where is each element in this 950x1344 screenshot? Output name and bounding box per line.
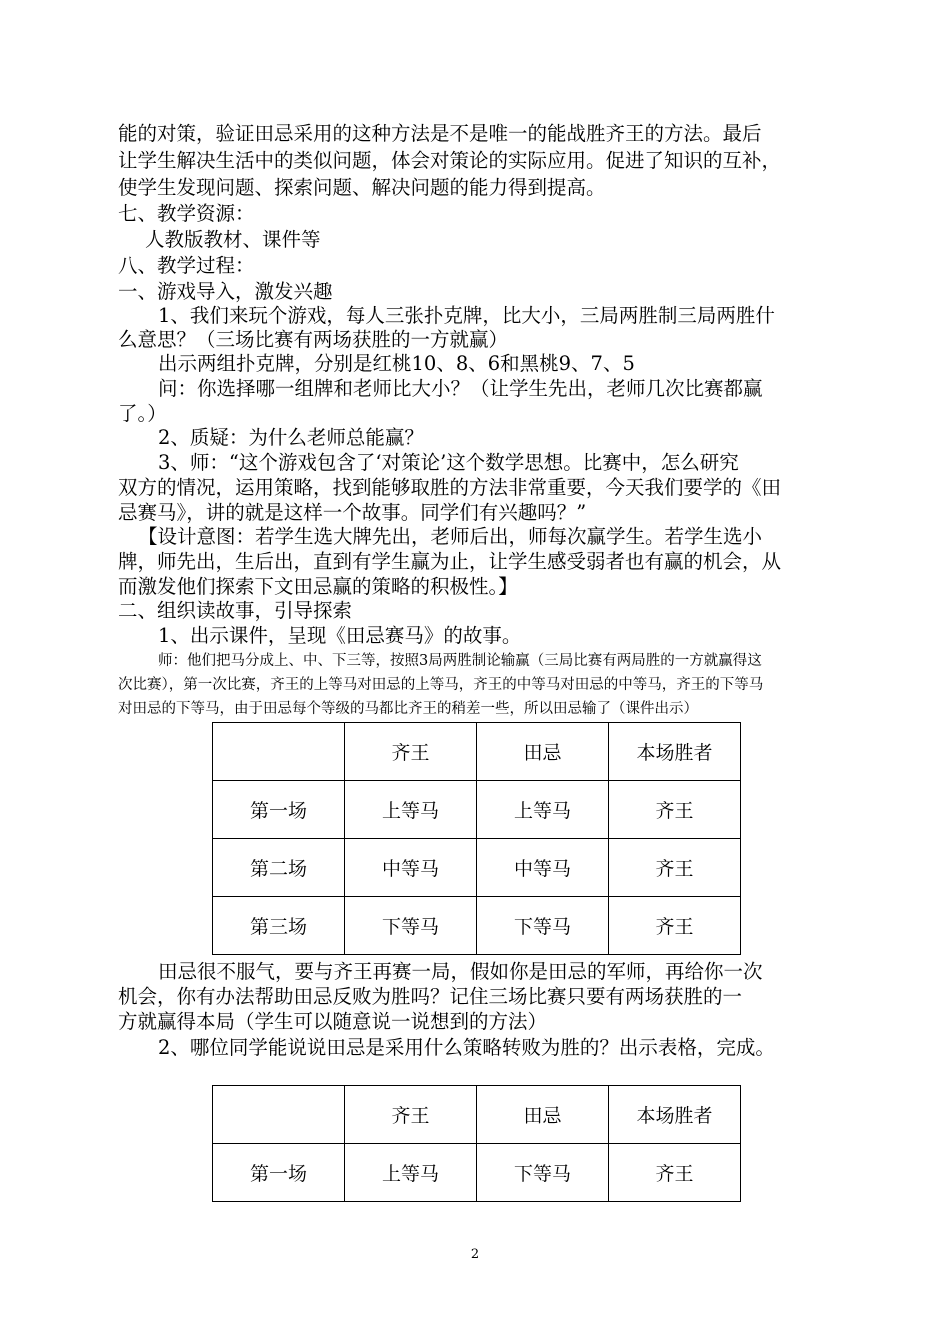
section-heading: 八、教学过程： <box>118 254 255 277</box>
table-cell: 齐王 <box>345 1086 477 1144</box>
table-cell: 下等马 <box>477 1144 609 1202</box>
paragraph-line: 3、师：“这个游戏包含了‘对策论’这个数学思想。比赛中，怎么研究 <box>158 451 739 474</box>
paragraph-line: 2、哪位同学能说说田忌是采用什么策略转败为胜的？出示表格，完成。 <box>158 1036 775 1059</box>
table-cell: 第二场 <box>213 839 345 897</box>
table-row <box>213 839 741 897</box>
table-cell: 齐王 <box>345 723 477 781</box>
design-intent-line: 牌，师先出，生后出，直到有学生赢为止，让学生感受弱者也有赢的机会，从 <box>118 550 782 573</box>
table-cell: 中等马 <box>477 839 609 897</box>
paragraph-line: 让学生解决生活中的类似问题，体会对策论的实际应用。促进了知识的互补， <box>118 149 782 172</box>
table-cell: 齐王 <box>609 897 741 955</box>
paragraph-line: 忌赛马》，讲的就是这样一个故事。同学们有兴趣吗？” <box>118 501 587 524</box>
table-cell: 下等马 <box>345 897 477 955</box>
paragraph-line: 2、质疑：为什么老师总能赢？ <box>158 426 424 449</box>
paragraph-line: 人教版教材、课件等 <box>145 228 321 251</box>
paragraph-line: 1、出示课件，呈现《田忌赛马》的故事。 <box>158 624 522 647</box>
table-cell: 本场胜者 <box>609 723 741 781</box>
section-heading: 一、游戏导入，激发兴趣 <box>118 280 333 303</box>
paragraph-line: 田忌很不服气，要与齐王再赛一局，假如你是田忌的军师，再给你一次 <box>158 960 763 983</box>
table-cell: 第一场 <box>213 781 345 839</box>
narration-line: 对田忌的下等马，由于田忌每个等级的马都比齐王的稍差一些，所以田忌输了（课件出示） <box>118 701 698 717</box>
narration-line: 次比赛），第一次比赛，齐王的上等马对田忌的上等马，齐王的中等马对田忌的中等马，齐王的下等马 <box>118 677 764 693</box>
narration-line: 师：他们把马分成上、中、下三等，按照3局两胜制论输赢（三局比赛有两局胜的一方就赢得这 <box>158 653 762 669</box>
page-number: 2 <box>470 1247 480 1262</box>
paragraph-line: 能的对策，验证田忌采用的这种方法是不是唯一的能战胜齐王的方法。最后 <box>118 122 762 145</box>
table-cell: 下等马 <box>477 897 609 955</box>
table-cell: 田忌 <box>477 723 609 781</box>
table-cell <box>213 1086 345 1144</box>
table-header-row <box>213 723 741 781</box>
table-cell: 中等马 <box>345 839 477 897</box>
table-cell <box>213 723 345 781</box>
design-intent-line: 【设计意图：若学生选大牌先出，老师后出，师每次赢学生。若学生选小 <box>138 525 763 548</box>
table-cell: 齐王 <box>609 781 741 839</box>
paragraph-line: 了。） <box>118 402 167 425</box>
table-cell: 上等马 <box>345 781 477 839</box>
paragraph-line: 方就赢得本局（学生可以随意说一说想到的方法） <box>118 1010 548 1033</box>
paragraph-line: 使学生发现问题、探索问题、解决问题的能力得到提高。 <box>118 176 606 199</box>
table-cell: 上等马 <box>477 781 609 839</box>
table-cell: 第一场 <box>213 1144 345 1202</box>
paragraph-line: 出示两组扑克牌，分别是红桃10、8、6和黑桃9、7、5 <box>158 352 635 375</box>
table-cell: 上等马 <box>345 1144 477 1202</box>
section-heading: 二、组织读故事，引导探索 <box>118 599 353 622</box>
design-intent-line: 而激发他们探索下文田忌赢的策略的积极性。】 <box>118 575 518 598</box>
race-table-2 <box>212 1085 741 1202</box>
table-cell: 本场胜者 <box>609 1086 741 1144</box>
race-table-1 <box>212 722 741 955</box>
paragraph-line: 么意思？（三场比赛有两场获胜的一方就赢） <box>118 328 509 351</box>
section-heading: 七、教学资源： <box>118 202 255 225</box>
table-cell: 田忌 <box>477 1086 609 1144</box>
table-row <box>213 781 741 839</box>
table-cell: 齐王 <box>609 839 741 897</box>
table-header-row <box>213 1086 741 1144</box>
paragraph-line: 机会，你有办法帮助田忌反败为胜吗？记住三场比赛只要有两场获胜的一 <box>118 985 743 1008</box>
table-cell: 齐王 <box>609 1144 741 1202</box>
paragraph-line: 双方的情况，运用策略，找到能够取胜的方法非常重要，今天我们要学的《田 <box>118 476 782 499</box>
table-row <box>213 897 741 955</box>
paragraph-line: 1、我们来玩个游戏，每人三张扑克牌，比大小，三局两胜制三局两胜什 <box>158 304 775 327</box>
paragraph-line: 问：你选择哪一组牌和老师比大小？（让学生先出，老师几次比赛都赢 <box>158 377 763 400</box>
table-row <box>213 1144 741 1202</box>
table-cell: 第三场 <box>213 897 345 955</box>
